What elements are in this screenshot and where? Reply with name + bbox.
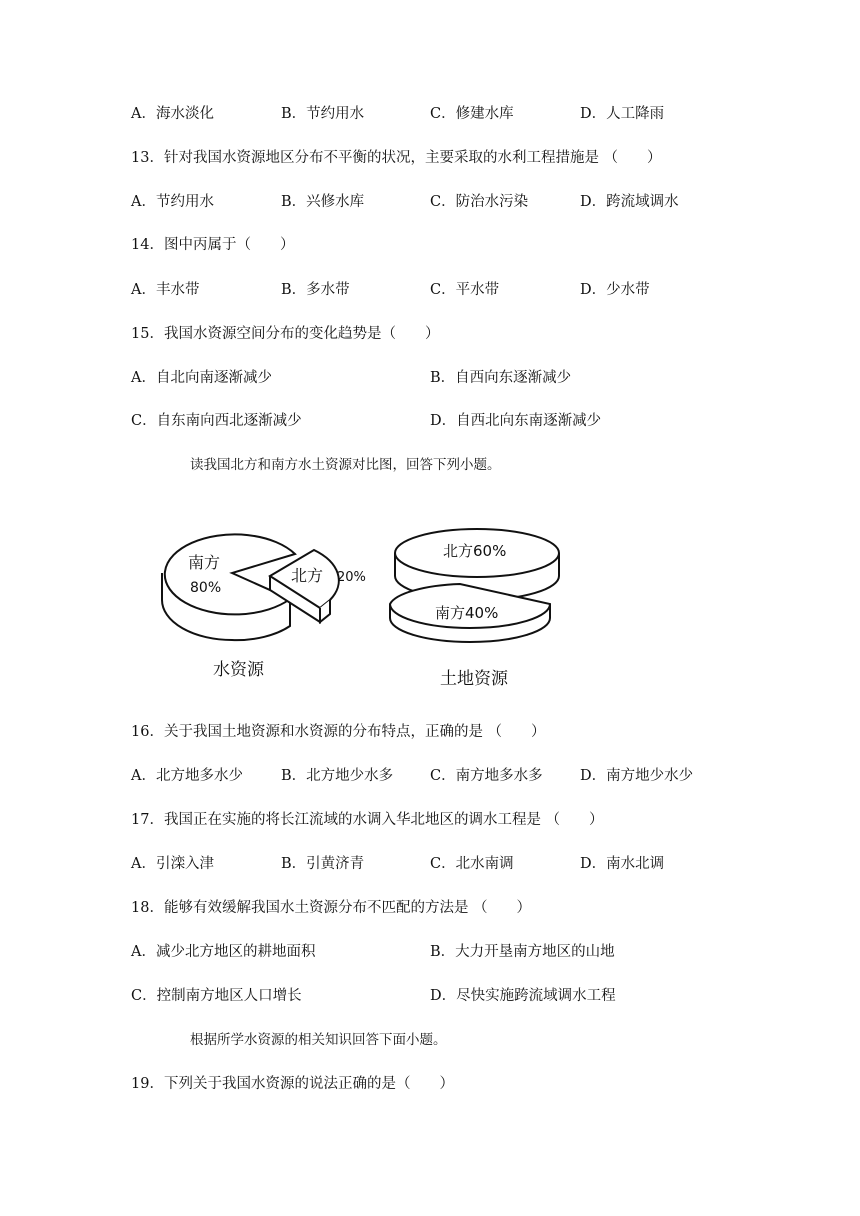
- q13-stem: 13．针对我国水资源地区分布不平衡的状况，主要采取的水利工程措施是 （ ）: [131, 150, 662, 166]
- q16-stem: 16．关于我国土地资源和水资源的分布特点，正确的是 （ ）: [131, 724, 546, 740]
- q17-stem: 17．我国正在实施的将长江流域的水调入华北地区的调水工程是 （ ）: [131, 812, 604, 828]
- q12-option-c: C．修建水库: [430, 106, 514, 122]
- q18-stem: 18．能够有效缓解我国水土资源分布不匹配的方法是 （ ）: [131, 900, 532, 916]
- q12-option-a: A．海水淡化: [131, 106, 214, 122]
- q16-option-a: A．北方地多水少: [131, 768, 243, 784]
- q12-option-d: D．人工降雨: [580, 106, 665, 122]
- q18-option-c: C．控制南方地区人口增长: [131, 988, 302, 1004]
- q14-option-c: C．平水带: [430, 282, 500, 298]
- q14-option-a: A．丰水带: [131, 282, 200, 298]
- q17-option-d: D．南水北调: [580, 856, 665, 872]
- q15-option-a: A．自北向南逐渐减少: [131, 370, 272, 386]
- land-pie: [390, 529, 559, 689]
- q13-option-c: C．防治水污染: [430, 194, 529, 210]
- q18-option-a: A．减少北方地区的耕地面积: [131, 944, 316, 960]
- resource-comparison-figure: [150, 518, 580, 696]
- land-caption: 土地资源: [440, 669, 508, 689]
- q16-option-b: B．北方地少水多: [281, 768, 394, 784]
- q13-option-a: A．节约用水: [131, 194, 214, 210]
- water-north-value: 20%: [337, 570, 366, 585]
- land-north-label: 北方60%: [443, 542, 507, 560]
- q14-option-d: D．少水带: [580, 282, 650, 298]
- q13-option-b: B．兴修水库: [281, 194, 365, 210]
- q15-option-b: B．自西向东逐渐减少: [430, 370, 572, 386]
- water-south-label: 南方: [188, 553, 221, 572]
- q15-option-c: C．自东南向西北逐渐减少: [131, 413, 302, 429]
- q15-option-d: D．自西北向东南逐渐减少: [430, 413, 602, 429]
- q14-stem: 14．图中丙属于（ ）: [131, 237, 295, 253]
- material-intro: 读我国北方和南方水土资源对比图，回答下列小题。: [190, 457, 501, 473]
- water-pie: [162, 534, 366, 680]
- resource-pie-charts: [150, 518, 580, 696]
- water-south-value: 80%: [190, 580, 222, 596]
- q16-option-c: C．南方地多水多: [430, 768, 543, 784]
- q18-option-d: D．尽快实施跨流域调水工程: [430, 988, 616, 1004]
- q13-option-d: D．跨流域调水: [580, 194, 679, 210]
- land-south-label: 南方40%: [435, 604, 499, 622]
- q17-option-b: B．引黄济青: [281, 856, 365, 872]
- water-caption: 水资源: [213, 660, 264, 680]
- material-intro-2: 根据所学水资源的相关知识回答下面小题。: [190, 1032, 447, 1048]
- q17-option-c: C．北水南调: [430, 856, 514, 872]
- q12-option-b: B．节约用水: [281, 106, 365, 122]
- q15-stem: 15．我国水资源空间分布的变化趋势是（ ）: [131, 326, 440, 342]
- water-north-label: 北方: [291, 566, 324, 585]
- q17-option-a: A．引滦入津: [131, 856, 214, 872]
- q16-option-d: D．南方地少水少: [580, 768, 694, 784]
- q14-option-b: B．多水带: [281, 282, 350, 298]
- q19-stem: 19．下列关于我国水资源的说法正确的是（ ）: [131, 1076, 454, 1092]
- q18-option-b: B．大力开垦南方地区的山地: [430, 944, 615, 960]
